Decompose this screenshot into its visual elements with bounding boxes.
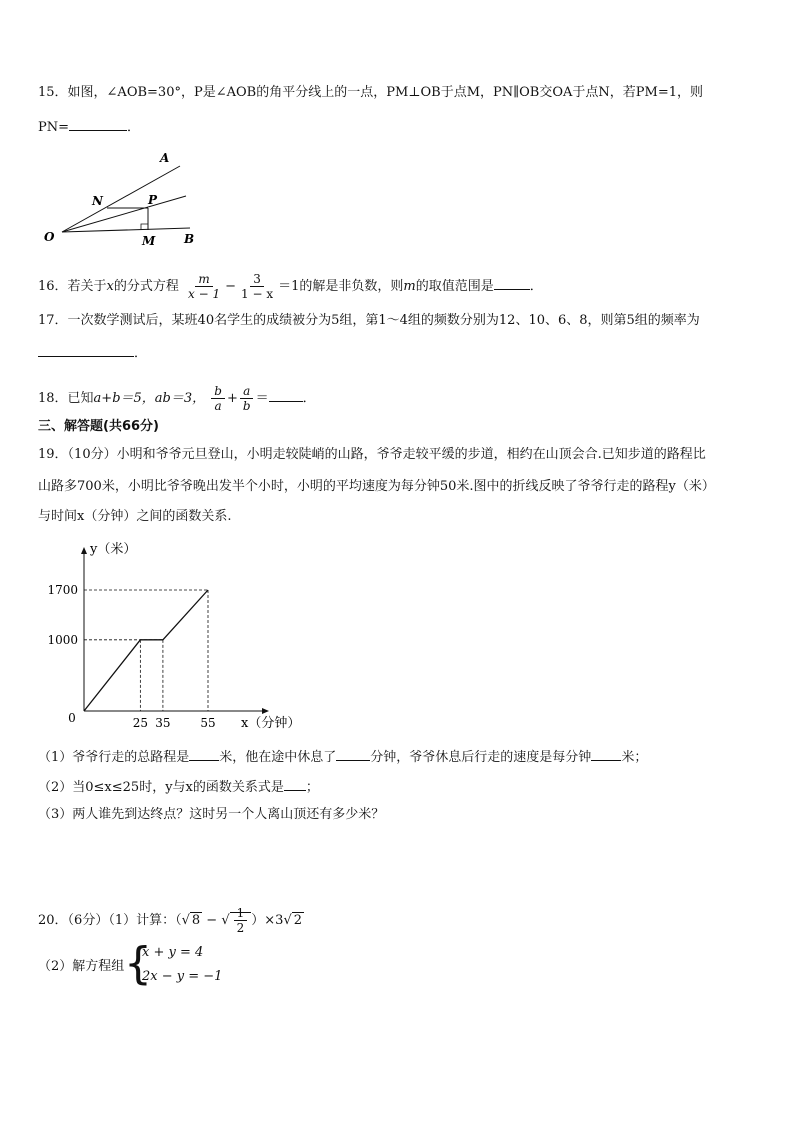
- q16-line: [38, 272, 543, 301]
- q19-sub1-blank-3[interactable]: [591, 746, 621, 761]
- q20-calc-suffix: ）×3: [251, 913, 284, 928]
- q16-answer-blank[interactable]: [494, 275, 530, 290]
- q17-end: ．: [134, 346, 148, 361]
- q20-line2-label: （2）解方程组: [38, 959, 125, 974]
- x-axis-label: x（分钟）: [241, 716, 301, 731]
- q19-sub3: （3）两人谁先到达终点？这时另一个人离山顶还有多少米？: [38, 807, 385, 822]
- label-p: P: [148, 193, 158, 207]
- q18-prefix: 18．已知: [38, 391, 94, 406]
- q16-var-x: x: [106, 279, 114, 294]
- q19-sub1-c: 分钟，爷爷休息后行走的速度是每分钟: [370, 750, 592, 765]
- q20-line1: 20．（6分）（1）计算：（√ 8 − √ $\frac{1}{2}$ ）×3√ 2: [38, 906, 303, 935]
- q20-eq2: 2x − y = −1: [142, 969, 223, 984]
- q15-geometry-figure: [40, 148, 210, 253]
- q19-sub1-d: 米；: [621, 750, 648, 765]
- q19-sub1-blank-1[interactable]: [189, 746, 219, 761]
- q15-end: ．: [127, 120, 141, 135]
- q19-sub2-a: （2）当0≤x≤25时，y与x的函数关系式是: [38, 780, 284, 795]
- q20-minus: −: [202, 913, 222, 928]
- origin-label: 0: [68, 711, 76, 725]
- label-o: O: [44, 230, 55, 244]
- q15-pn-label: PN=: [38, 120, 70, 135]
- x-tick-55: 55: [200, 716, 216, 730]
- q19-sub2-b: ；: [305, 780, 319, 795]
- q20-sqrt-half: $\frac{1}{2}$: [230, 912, 252, 928]
- x-tick-25: 25: [132, 716, 149, 730]
- q16-prefix: 16．若关于: [38, 279, 107, 294]
- q19-sub1-blank-2[interactable]: [336, 746, 370, 761]
- q19-sub2: [38, 776, 319, 797]
- q18-condition: a+b＝5，ab＝3，: [93, 391, 206, 406]
- q16-eq: ＝1的解是非负数，则: [278, 279, 404, 294]
- q19-sub1-b: 米，他在途中休息了: [219, 750, 337, 765]
- q16-end: ．: [529, 279, 543, 294]
- q16-suffix: 的取值范围是: [415, 279, 494, 294]
- label-n: N: [92, 194, 103, 208]
- q16-var-m: m: [403, 279, 416, 294]
- q20-sqrt-8: 8: [191, 913, 201, 928]
- section-3-heading: 三、解答题(共66分): [38, 419, 159, 434]
- y-tick-1700: 1700: [47, 583, 78, 597]
- q20-calc-prefix: 20．（6分）（1）计算：（: [38, 913, 182, 928]
- ray-oa: [62, 166, 180, 232]
- q18-fraction-1: $\frac{b}{a}$: [211, 384, 225, 413]
- q15-line2: [38, 116, 140, 137]
- q19-line3: 与时间x（分钟）之间的函数关系.: [38, 509, 232, 524]
- label-b: B: [184, 232, 195, 246]
- q15-answer-blank[interactable]: [69, 116, 127, 131]
- grandpa-distance-line: [84, 590, 208, 711]
- q19-line1: 19．（10分）小明和爷爷元旦登山，小明走较陡峭的山路，爷爷走较平缓的步道，相约在山顶会合.已知步道的路程比: [38, 447, 706, 462]
- q19-sub1: [38, 746, 647, 767]
- q16-minus: −: [225, 279, 237, 294]
- x-tick-35: 35: [155, 716, 171, 730]
- q18-end: ．: [302, 391, 316, 406]
- q18-line: [38, 384, 316, 413]
- q18-answer-blank[interactable]: [269, 387, 303, 402]
- y-axis-label: y（米）: [90, 542, 137, 557]
- y-axis-arrow: [81, 547, 87, 554]
- q17-answer-blank[interactable]: [38, 342, 134, 357]
- q16-mid: 的分式方程: [113, 279, 179, 294]
- y-tick-1000: 1000: [47, 632, 78, 647]
- q15-line1: 15．如图，∠AOB=30°，P是∠AOB的角平分线上的一点，PM⊥OB于点M，PN∥OB交OA于点N，若PM=1，则: [38, 85, 703, 100]
- q19-sub2-blank[interactable]: [284, 776, 306, 791]
- ray-ob: [62, 228, 190, 232]
- q18-plus: +: [226, 391, 238, 406]
- label-a: A: [160, 151, 170, 165]
- q19-distance-time-chart: [40, 536, 340, 736]
- x-axis-arrow: [262, 708, 269, 714]
- q16-fraction-2: $\frac{3}{1 - x}$: [241, 272, 274, 301]
- q20-sqrt-2: 2: [293, 913, 303, 928]
- q19-sub1-a: （1）爷爷行走的总路程是: [38, 750, 190, 765]
- bisector-op: [62, 196, 186, 232]
- q18-eq: ＝: [255, 391, 269, 406]
- q20-system-brace: {: [124, 938, 152, 989]
- q17-line2: [38, 342, 147, 363]
- q18-fraction-2: $\frac{a}{b}$: [240, 384, 254, 413]
- label-m: M: [142, 234, 156, 248]
- q17-line1: 17．一次数学测试后，某班40名学生的成绩被分为5组，第1～4组的频数分别为12、10、6、8，则第5组的频率为: [38, 313, 700, 328]
- q20-eq1: x + y = 4: [142, 945, 204, 960]
- q16-fraction-1: $\frac{m}{x - 1}$: [188, 272, 221, 301]
- q19-line2: 山路多700米，小明比爷爷晚出发半个小时，小明的平均速度为每分钟50米.图中的折线反映了爷爷行走的路程y（米）: [38, 479, 715, 494]
